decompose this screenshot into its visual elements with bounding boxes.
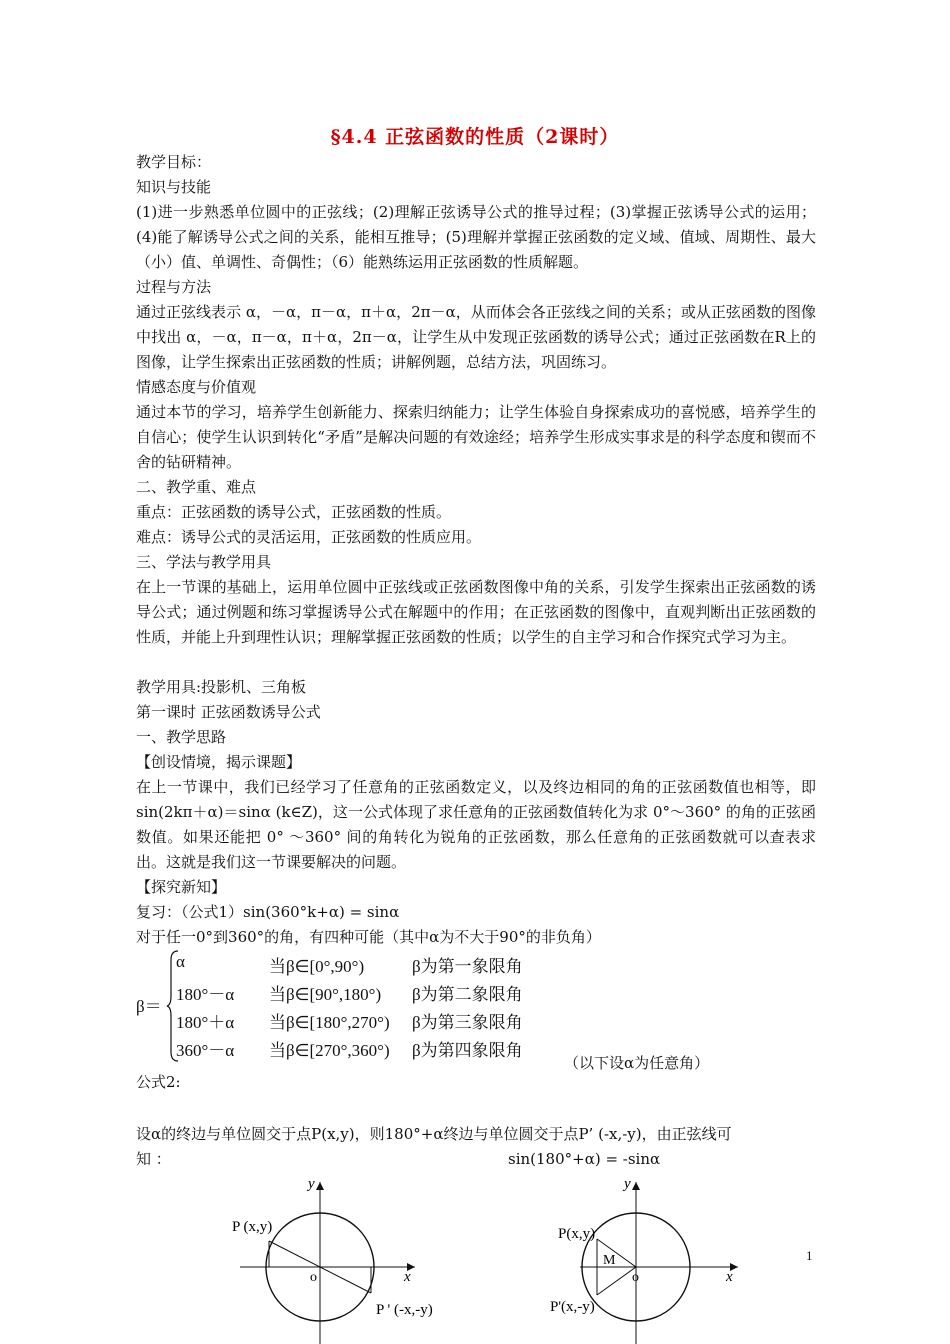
case-quadrant: β为第四象限角 <box>412 1041 523 1060</box>
case-condition: 当β∈[180°,270°) <box>269 1013 390 1032</box>
y-axis-arrow-icon <box>632 1182 640 1190</box>
x-axis-label: x <box>726 1269 733 1285</box>
x-axis-label: x <box>404 1269 411 1285</box>
teaching-ideas-heading: 一、教学思路 <box>136 728 227 746</box>
case-expression: 360°－α <box>176 1041 235 1060</box>
explore-heading: 【探究新知】 <box>136 878 227 896</box>
formula-2-conclusion-prefix: 知 ： <box>136 1150 171 1168</box>
unit-circle-figure-right <box>540 1170 780 1344</box>
formula-2-setup: 设α的终边与单位圆交于点P(x,y)，则180°+α终边与单位圆交于点P’ (-x,-y)，由正弦线可 <box>136 1125 732 1143</box>
review-formula-1: 复习：（公式1）sin(360°k+α) = sinα <box>136 903 400 921</box>
beta-symbol: β＝ <box>136 997 162 1016</box>
page-title: §4.4 正弦函数的性质（2课时） <box>330 126 620 148</box>
point-m-label: M <box>603 1253 616 1268</box>
scenario-paragraph: 在上一节课中，我们已经学习了任意角的正弦函数定义，以及终边相同的角的正弦函数值也相等，即 sin(2kπ＋α)＝sinα (k∈Z)，这一公式体现了求任意角的正弦函数值转化为求 0°～360° 的角的正弦函数值。如果还能把 0° ～360° 间的角转化为锐角的正弦函数，那么任意角的正弦函数就可以查表求出。这就是我们这一节课要解决的问题。 <box>136 778 816 871</box>
piecewise-beta-definition <box>136 948 856 1072</box>
methods-paragraph: 在上一节课的基础上，运用单位圆中正弦线或正弦函数图像中角的关系，引发学生探索出正弦函数的诱导公式；通过例题和练习掌握诱导公式在解题中的作用；在正弦函数的图像中，直观判断出正弦函数的性质，并能上升到理性认识；理解掌握正弦函数的性质；以学生的自主学习和合作探究式学习为主。 <box>136 578 816 646</box>
case-condition: 当β∈[0°,90°) <box>269 957 365 976</box>
key-point-line: 重点：正弦函数的诱导公式，正弦函数的性质。 <box>136 503 452 521</box>
four-cases-intro: 对于任一0°到360°的角，有四种可能（其中α为不大于90°的非负角） <box>136 928 601 946</box>
case-quadrant: β为第三象限角 <box>412 1013 523 1032</box>
formula-2-heading: 公式2: <box>136 1073 181 1091</box>
case-expression: α <box>176 952 185 971</box>
case-expression: 180°＋α <box>176 1013 235 1032</box>
first-lesson-line: 第一课时 正弦函数诱导公式 <box>136 703 321 721</box>
methods-tools-heading: 三、学法与教学用具 <box>136 553 272 571</box>
difficult-point-line: 难点：诱导公式的灵活运用，正弦函数的性质应用。 <box>136 528 482 546</box>
point-p-label: P(x,y) <box>558 1226 596 1242</box>
point-p-prime-label: P ' (-x,-y) <box>376 1302 433 1318</box>
origin-label: o <box>632 1270 639 1285</box>
point-p-label: P (x,y) <box>232 1219 273 1235</box>
case-quadrant: β为第一象限角 <box>412 957 523 976</box>
teaching-tools-line: 教学用具:投影机、三角板 <box>136 678 307 696</box>
teaching-goals-heading: 教学目标： <box>136 153 212 171</box>
case-condition: 当β∈[90°,180°) <box>269 985 382 1004</box>
attitude-values-heading: 情感态度与价值观 <box>136 378 257 396</box>
key-points-heading: 二、教学重、难点 <box>136 478 257 496</box>
case-condition: 当β∈[270°,360°) <box>269 1041 390 1060</box>
knowledge-skills-paragraph: (1)进一步熟悉单位圆中的正弦线；(2)理解正弦诱导公式的推导过程；(3)掌握正弦诱导公式的运用；(4)能了解诱导公式之间的关系，能相互推导；(5)理解并掌握正弦函数的定义域、值域、周期性、最大（小）值、单调性、奇偶性；（6）能熟练运用正弦函数的性质解题。 <box>136 203 816 271</box>
formula-2-result: sin(180°+α) = -sinα <box>508 1150 661 1168</box>
y-axis-label: y <box>308 1176 315 1192</box>
scenario-heading: 【创设情境，揭示课题】 <box>136 753 302 771</box>
y-axis-arrow-icon <box>316 1182 324 1190</box>
point-p-prime-label: P'(x,-y) <box>550 1299 595 1315</box>
terminal-side-line <box>597 1267 636 1295</box>
attitude-values-paragraph: 通过本节的学习，培养学生创新能力、探索归纳能力；让学生体验自身探索成功的喜悦感，培养学生的自信心；使学生认识到转化“矛盾”是解决问题的有效途经；培养学生形成实事求是的科学态度和锲而不舍的钻研精神。 <box>136 403 816 471</box>
process-method-paragraph: 通过正弦线表示 α，－α，π－α，π＋α，2π－α，从而体会各正弦线之间的关系；或从正弦函数的图像中找出 α，－α，π－α，π＋α，2π－α，让学生从中发现正弦函数的诱导公式；通过正弦函数在R上的图像，让学生探索出正弦函数的性质；讲解例题，总结方法，巩固练习。 <box>136 303 816 371</box>
origin-label: o <box>310 1270 317 1285</box>
unit-circle-figure-left <box>220 1170 460 1344</box>
knowledge-skills-heading: 知识与技能 <box>136 178 212 196</box>
case-expression: 180°－α <box>176 985 235 1004</box>
y-axis-label: y <box>624 1176 631 1192</box>
case-quadrant: β为第二象限角 <box>412 985 523 1004</box>
page-number: 1 <box>806 1248 813 1263</box>
any-angle-note: （以下设α为任意角） <box>564 1054 710 1072</box>
process-method-heading: 过程与方法 <box>136 278 212 296</box>
